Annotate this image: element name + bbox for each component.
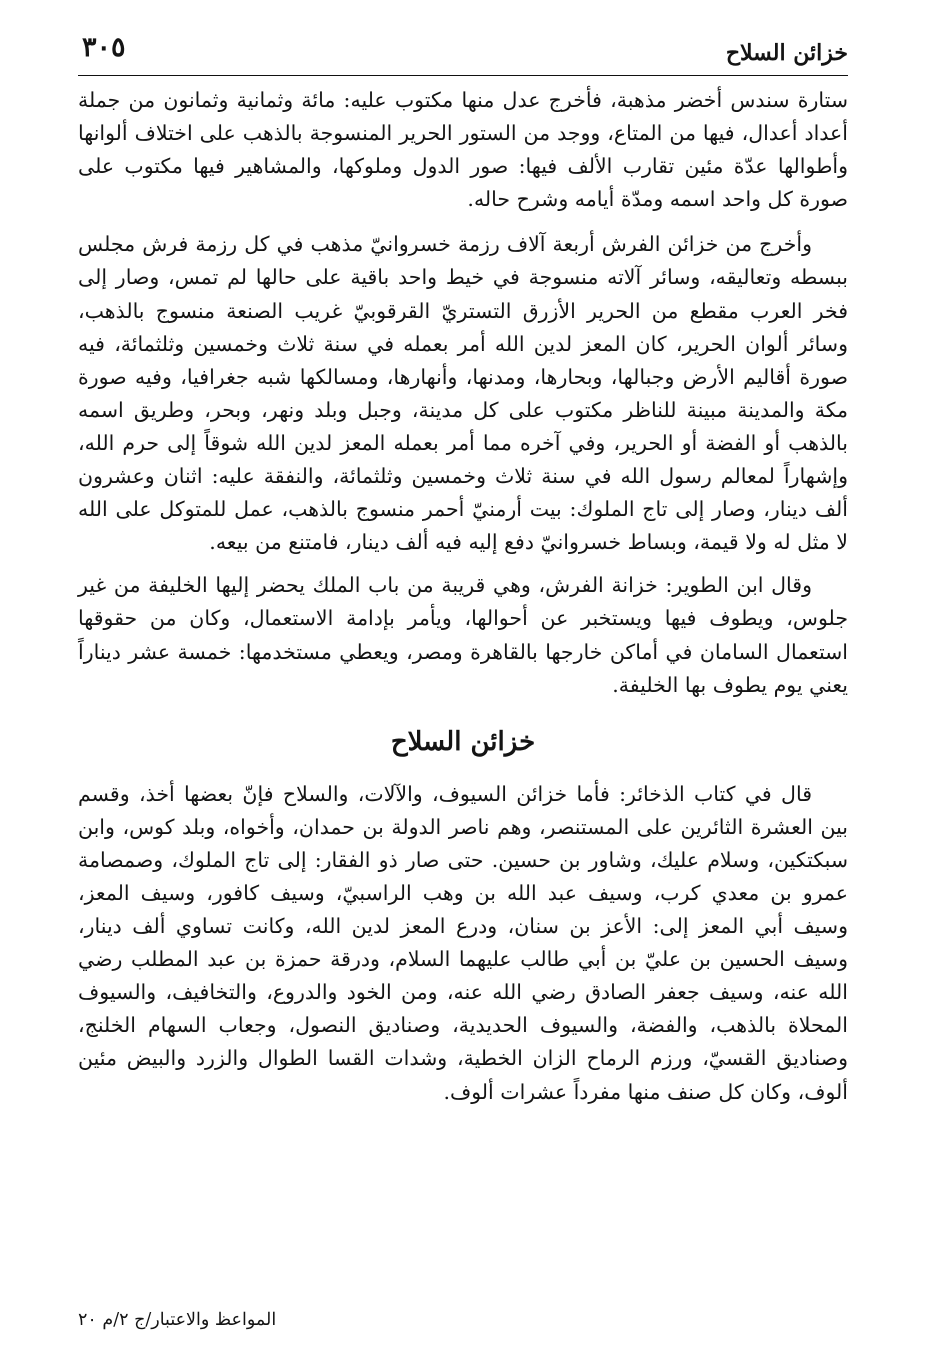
- page-header: [78, 28, 848, 78]
- paragraph-gap: [78, 559, 848, 569]
- section-heading: خزائن السلاح: [390, 726, 536, 757]
- paragraph-gap: [78, 216, 848, 228]
- body-text: [78, 84, 848, 1109]
- paragraph-ibn-al-tuwayr: وقال ابن الطوير: خزانة الفرش، وهي قريبة من باب الملك يحضر إليها الخليفة من غير جلوس، ويطوف فيها ويستخبر عن أحوالها، ويأمر بإدامة الاستعمال، وكان من حقوقها استعمال السامان في أماكن خارجها بالقاهرة ومصر، ويعطي مستخدمها: خمسة عشر ديناراً يعني يوم يطوف بها الخليفة.: [78, 573, 848, 697]
- footer-signature: المواعظ والاعتبار/ج ٢/م ٢٠: [78, 1310, 277, 1330]
- header-rule: [78, 75, 848, 76]
- paragraph-continued: ستارة سندس أخضر مذهبة، فأخرج عدل منها مكتوب عليه: مائة وثمانية وثمانون من جملة أعداد أعدال، فيها من المتاع، ووجد من الستور الحرير المنسوجة بالذهب على اختلاف ألوانها وأطوالها عدّة مئين تقارب الألف فيها: صور الدول وملوكها، والمشاهير فيها مكتوب على صورة كل واحد اسمه ومدّة أيامه وشرح حاله.: [78, 88, 848, 212]
- paragraph-weapons-treasury: قال في كتاب الذخائر: فأما خزائن السيوف، والآلات، والسلاح فإنّ بعضها أخذ، وقسم بين العشرة الثائرين على المستنصر، وهم ناصر الدولة بن حمدان، وأخواه، وبلد كوس، وابن سبكتكين، وسلام عليك، وشاور بن حسين. حتى صار ذو الفقار: إلى تاج الملوك، وصمصامة عمرو بن معدي كرب، وسيف عبد الله بن وهب الراسبيّ، وسيف كافور، وسيف المعز، وسيف أبي المعز إلى: الأعز بن سنان، ودرع المعز لدين الله، وكانت تساوي ألف دينار، وسيف الحسين بن عليّ بن أبي طالب عليهما السلام، ودرقة حمزة بن عبد المطلب رضي الله عنه، وسيف جعفر الصادق رضي الله عنه، ومن الخود والدروع، والتخافيف، والسيوف المحلاة بالذهب، والفضة، والسيوف الحديدية، وصناديق النصول، وجعاب السهام الخلنج، وصناديق القسيّ، ورزم الرماح الزان الخطية، وشدات القسا الطوال والزرد والبيض مئين ألوف، وكان كل صنف منها مفرداً عشرات ألوف.: [78, 781, 848, 1104]
- page-number: ٣٠٥: [82, 32, 126, 63]
- running-title: خزائن السلاح: [725, 40, 848, 66]
- paragraph-carpet-treasury: وأخرج من خزائن الفرش أربعة آلاف رزمة خسروانيّ مذهب في كل رزمة فرش مجلس ببسطه وتعاليقه، وسائر آلاته منسوجة في خيط واحد باقية على حالها لم تمس، وصار إلى فخر العرب مقطع من الحرير الأزرق التستريّ القرقوبيّ غريب الصنعة منسوج بالذهب، وسائر ألوان الحرير، كان المعز لدين الله أمر بعمله في سنة ثلاث وخمسين وثلثمائة، فيه صورة أقاليم الأرض وجبالها، وبحارها، ومدنها، وأنهارها، ومسالكها شبه جغرافيا، وفيه صورة مكة والمدينة مبينة للناظر مكتوب على كل مدينة، وجبل وبلد ونهر، وبحر، وطريق اسمه بالذهب أو الفضة أو الحرير، وفي آخره مما أمر بعمله المعز لدين الله شوقاً إلى حرم الله، وإشهاراً لمعالم رسول الله في سنة ثلاث وخمسين وثلثمائة، والنفقة عليه: اثنان وعشرون ألف دينار، وصار إلى تاج الملوك: بيت أرمنيّ أحمر منسوج بالذهب، عمل للمتوكل على الله لا مثل له ولا قيمة، وبساط خسروانيّ دفع إليه فيه ألف دينار، فامتنع من بيعه.: [78, 232, 848, 555]
